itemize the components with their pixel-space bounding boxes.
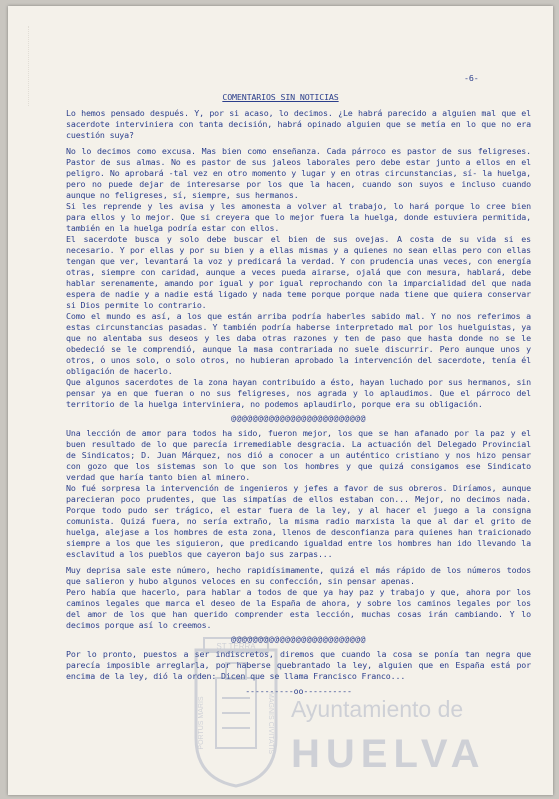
svg-text:PORTUS MARIS: PORTUS MARIS bbox=[198, 696, 205, 750]
article-heading: COMENTARIOS SIN NOTICIAS bbox=[222, 92, 339, 102]
svg-text:ST TERRA: ST TERRA bbox=[216, 642, 256, 651]
paragraph-6: Que algunos sacerdotes de la zona hayan contribuido a ésto, hayan luchado por sus hermanos, sin pensar ya en que fueran o no sus feligreses, nos agrada y lo aplaudimos. Que el párroco del territorio de la huelga interviniera, no podemos aplaudirlo, porque era su obligación. bbox=[66, 377, 531, 409]
paragraph-8: No fué sorpresa la intervención de ingenieros y jefes a favor de sus obreros. Diríamos, aunque parecieran poco prudentes, que las simpatías de ellos estaban con... Mejor, no decimos nada. Porque todo pudo ser trágico, el estar fuera de la ley, y al hacer el juego a la consigna comunista. Quizá fuera, no sería extraño, la misma radio marxista la que al dar el grito de huelga, alejase a los hombres de esta zona, llenos de desconfianza para quienes han traicionado siempre a los que les siguieron, que predicando igualdad entre los hombres han ido llevando la esclavitud a los pueblos que cayeron bajo sus zarpas... bbox=[66, 483, 531, 559]
paragraph-1: Lo hemos pensado después. Y, por si acaso, lo decimos. ¿Le habrá parecido a alguien mal que el sacerdote interviniera con tanta decisión, habrá opinado alguien que se metía en lo que no era cuestión suya? bbox=[66, 108, 531, 140]
watermark-title: Ayuntamiento de bbox=[291, 696, 464, 722]
paragraph-4: El sacerdote busca y solo debe buscar el bien de sus ovejas. A costa de su vida si es necesario. Y por ellas y por su bien y a ellas mismas y a quienes no sean ellas pero con ellas tengan que ver, levantará la voz y predicará la verdad. Y con prudencia unas veces, con energía otras, siempre con caridad, aunque a veces pueda airarse, ojalá que con mesura, hablará, debe hablar serenamente, amando por igual y por igual reprochando con la imparcialidad del que nada espera de nadie y a nadie está ligado y nada teme porque porque nada tiene que quiera conservar si Dios permite lo contrario. bbox=[66, 234, 531, 310]
page-number: -6- bbox=[464, 73, 479, 83]
separator-line: @@@@@@@@@@@@@@@@@@@@@@@@@ bbox=[231, 634, 366, 644]
paragraph-2: No lo decimos como excusa. Mas bien como enseñanza. Cada párroco es pastor de sus feligreses. Pastor de sus almas. No es pastor de sus jaleos laborales pero debe estar junto a ellos en el peligro. No aprobará -tal vez en otro momento y lugar y en otras circunstancias, sí- la huelga, pero no puede dejar de interesarse por los que la hacen, cuando son suyos e incluso cuando aunque no feligreses, sí, siempre, sus hermanos. bbox=[66, 146, 531, 200]
paragraph-10: Pero había que hacerlo, para hablar a todos de que ya hay paz y trabajo y que, ahora por los caminos legales que marca el deseo de la España de ahora, y sobre los caminos legales por los del amor de los que han querido comprender esta lección, muchas cosas irán cambiando. Y lo decimos porque así lo creemos. bbox=[66, 587, 531, 630]
separator-line: @@@@@@@@@@@@@@@@@@@@@@@@@ bbox=[231, 413, 366, 423]
paragraph-5: Como el mundo es así, a los que están arriba podría haberles sabido mal. Y no nos referimos a estas circunstancias pasadas. Y también podría haberse interpretado mal por los huelguistas, ya que no alentaba sus deseos y les daba otras razones y ten de paso que hasta donde no se le obedeció se le comprendió, aunque la masa contrariada no suele discurrir. Pero aunque unos y otros, o unos solo, o solo otros, no hubieran aprobado la intervención del sacerdote, tenía él obligación de hacerlo. bbox=[66, 311, 531, 376]
svg-text:MAGNIS CIVITATIS: MAGNIS CIVITATIS bbox=[267, 692, 274, 754]
paragraph-11: Por lo pronto, puestos a ser indiscretos, diremos que cuando la cosa se ponía tan negra que parecía imposible arreglarla, por haberse quebrantado la ley, alguien que en España está por encima de la ley, dió la orden: Dicen que se llama Francisco Franco... bbox=[66, 649, 531, 681]
document-page bbox=[8, 6, 553, 795]
paragraph-3: Si les reprende y les avisa y les amonesta a volver al trabajo, lo hará porque lo cree bien para ellos y lo mejor. Que si creyera que lo mejor fuera la huelga, donde estuviera permitida, también en la huelga podría estar con ellos. bbox=[66, 201, 531, 233]
end-mark: ----------oo---------- bbox=[245, 686, 352, 696]
article-body bbox=[66, 108, 531, 697]
paragraph-9: Muy deprisa sale este número, hecho rapidísimamente, quizá el más rápido de los números todos que salieron y hubo algunos veloces en su confección, sin pensar apenas. bbox=[66, 565, 531, 586]
paragraph-7: Una lección de amor para todos ha sido, fueron mejor, los que se han afanado por la paz y el buen resultado de lo que parecía irremediable desgracia. La actuación del Delegado Provincial de Sindicatos; D. Juan Márquez, nos dió a conocer a un auténtico cristiano y nos hizo pensar con gozo que los sistemas son lo que son los hombres y que quizá consigamos ese Sindicato verdad que haría tanto bien al minero. bbox=[66, 428, 531, 482]
watermark-city: HUELVA bbox=[291, 732, 486, 776]
